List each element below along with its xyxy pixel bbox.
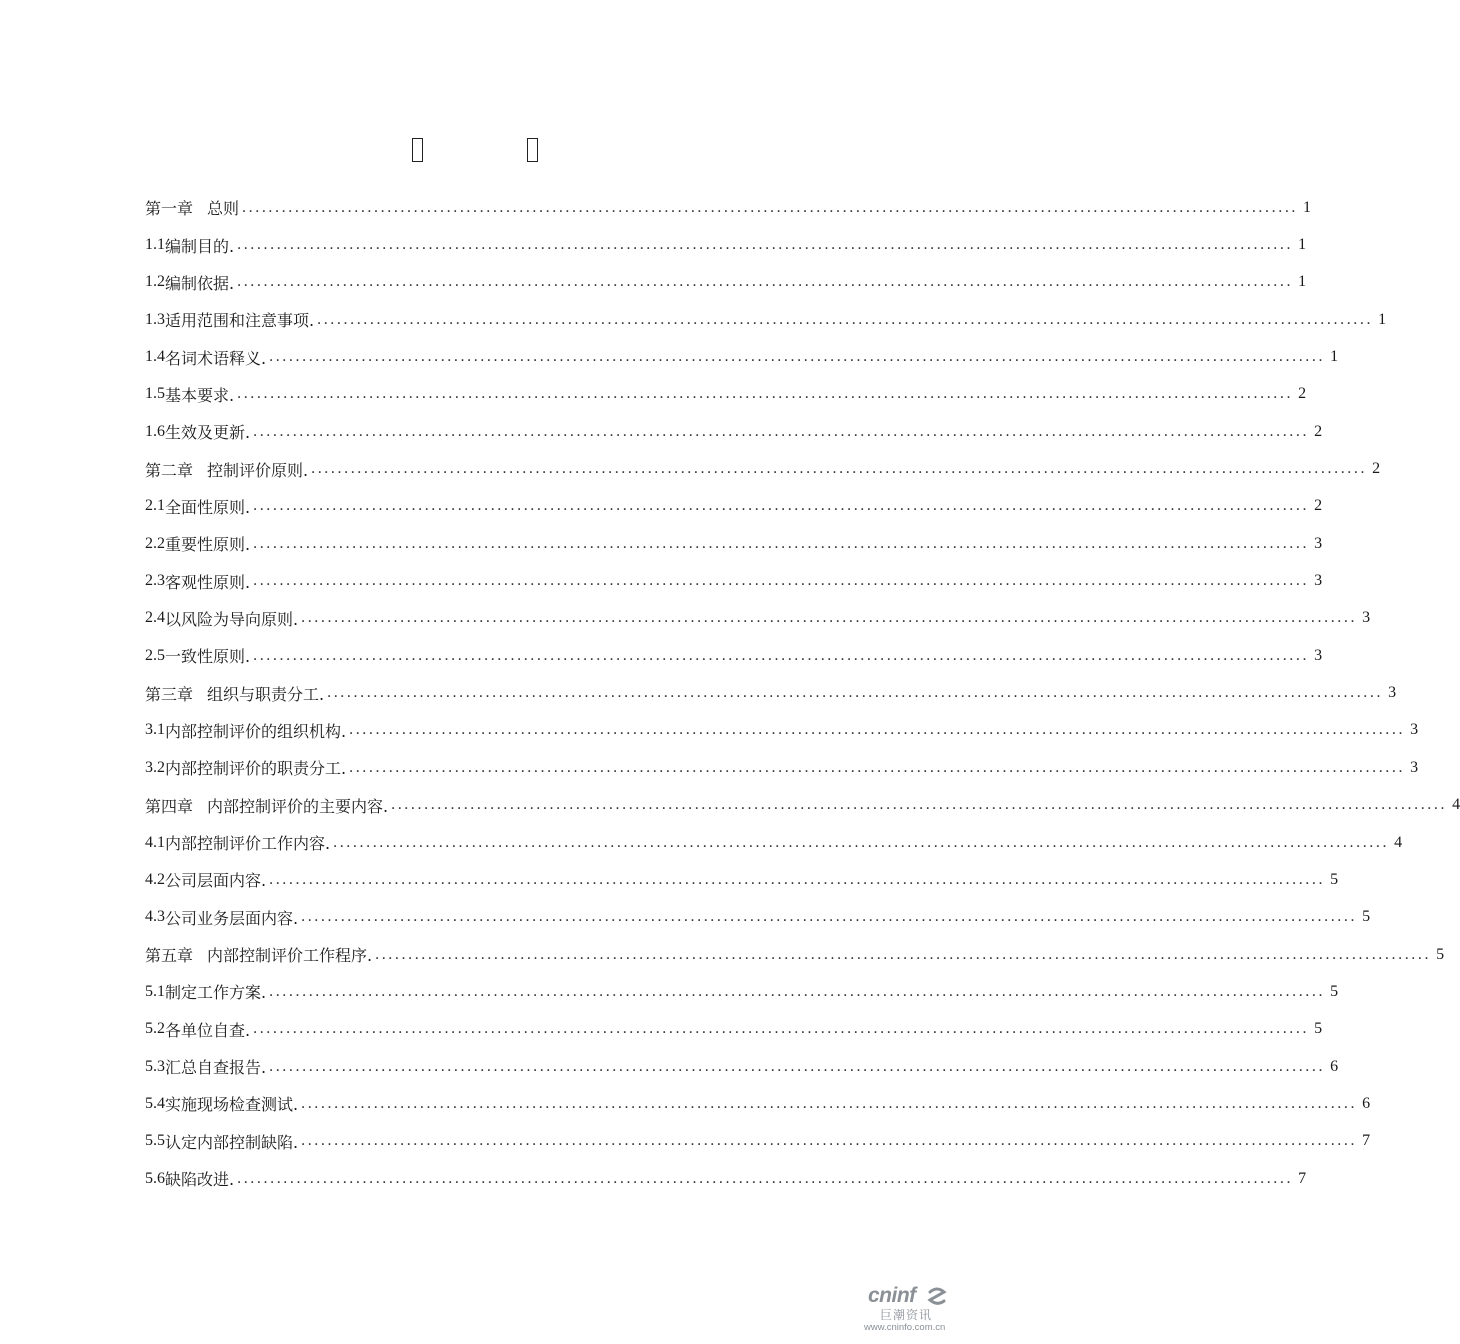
toc-page-number: 5 <box>1362 908 1371 926</box>
toc-entry-title: 适用范围和注意事项. <box>165 311 315 331</box>
toc-page-number: 1 <box>1378 310 1387 328</box>
missing-glyph-icon <box>412 138 423 162</box>
toc-page-number: 7 <box>1362 1132 1371 1150</box>
toc-entry-title: 名词术语释义. <box>165 348 267 368</box>
toc-entry-number: 1.2 <box>145 273 165 291</box>
toc-page-number: 2 <box>1314 422 1323 440</box>
toc-leader-dots: ................................................................................................................................................................ <box>253 646 1310 664</box>
toc-section-entry[interactable] <box>145 973 1339 1010</box>
toc-entry-number: 1.1 <box>145 236 165 254</box>
cninfo-logo <box>858 1284 950 1344</box>
toc-page-number: 4 <box>1452 796 1460 814</box>
toc-entry-title: 全面性原则. <box>165 497 251 517</box>
toc-entry-title: 内部控制评价工作程序. <box>207 946 373 966</box>
toc-entry-title: 编制依据. <box>165 273 235 293</box>
logo-chinese-name: 巨潮资讯 <box>880 1308 933 1322</box>
toc-entry-number: 5.2 <box>145 1020 165 1038</box>
toc-leader-dots: ................................................................................................................................................................ <box>327 684 1384 702</box>
toc-entry-title: 公司业务层面内容. <box>165 908 299 928</box>
toc-chapter-entry[interactable] <box>145 450 1381 487</box>
toc-section-entry[interactable] <box>145 861 1339 898</box>
toc-section-entry[interactable] <box>145 525 1323 562</box>
toc-section-entry[interactable] <box>145 264 1307 301</box>
toc-entry-number: 1.5 <box>145 385 165 403</box>
toc-entry-number: 5.5 <box>145 1132 165 1150</box>
toc-page-number: 5 <box>1330 982 1339 1000</box>
toc-entry-title: 内部控制评价的组织机构. <box>165 721 347 741</box>
toc-leader-dots: ................................................................................................................................................................ <box>242 198 1299 216</box>
toc-page-number: 5 <box>1436 945 1445 963</box>
toc-entry-number: 4.3 <box>145 908 165 926</box>
toc-page-number: 7 <box>1298 1169 1307 1187</box>
toc-entry-number: 3.1 <box>145 721 165 739</box>
toc-page-number: 5 <box>1314 1020 1323 1038</box>
toc-page-number: 3 <box>1314 534 1323 552</box>
toc-section-entry[interactable] <box>145 1160 1307 1197</box>
toc-section-entry[interactable] <box>145 1085 1371 1122</box>
toc-page-number: 1 <box>1298 273 1307 291</box>
toc-section-entry[interactable] <box>145 376 1307 413</box>
toc-section-entry[interactable] <box>145 1048 1339 1085</box>
toc-entry-title: 以风险为导向原则. <box>165 609 299 629</box>
toc-entry-title: 组织与职责分工. <box>207 684 325 704</box>
toc-section-entry[interactable] <box>145 301 1387 338</box>
toc-leader-dots: ................................................................................................................................................................ <box>375 945 1432 963</box>
toc-leader-dots: ................................................................................................................................................................ <box>301 1094 1358 1112</box>
logo-url: www.cninfo.com.cn <box>864 1322 946 1333</box>
table-of-contents <box>145 189 1460 1197</box>
logo-wordmark: cninf <box>868 1284 916 1307</box>
cninfo-mark-icon <box>926 1288 948 1306</box>
toc-page-number: 3 <box>1314 646 1323 664</box>
toc-entry-title: 内部控制评价的职责分工. <box>165 759 347 779</box>
toc-entry-title: 汇总自查报告. <box>165 1058 267 1078</box>
toc-entry-title: 各单位自查. <box>165 1020 251 1040</box>
toc-entry-title: 总则 <box>207 199 240 219</box>
toc-page-number: 3 <box>1362 609 1371 627</box>
toc-entry-number: 第二章 <box>145 462 194 480</box>
toc-chapter-entry[interactable] <box>145 787 1460 824</box>
toc-leader-dots: ................................................................................................................................................................ <box>269 348 1326 366</box>
toc-section-entry[interactable] <box>145 824 1403 861</box>
toc-entry-title: 生效及更新. <box>165 423 251 443</box>
toc-entry-title: 认定内部控制缺陷. <box>165 1132 299 1152</box>
toc-entry-title: 重要性原则. <box>165 535 251 555</box>
toc-entry-number: 4.1 <box>145 833 165 851</box>
toc-chapter-entry[interactable] <box>145 936 1445 973</box>
toc-entry-title: 缺陷改进. <box>165 1170 235 1190</box>
toc-section-entry[interactable] <box>145 1011 1323 1048</box>
toc-entry-number: 1.3 <box>145 310 165 328</box>
toc-section-entry[interactable] <box>145 712 1419 749</box>
toc-leader-dots: ................................................................................................................................................................ <box>253 422 1310 440</box>
toc-section-entry[interactable] <box>145 1123 1371 1160</box>
toc-entry-number: 5.6 <box>145 1169 165 1187</box>
toc-entry-number: 5.1 <box>145 982 165 1000</box>
toc-entry-number: 1.4 <box>145 348 165 366</box>
toc-leader-dots: ................................................................................................................................................................ <box>253 497 1310 515</box>
toc-leader-dots: ................................................................................................................................................................ <box>269 1057 1326 1075</box>
toc-leader-dots: ................................................................................................................................................................ <box>253 1020 1310 1038</box>
toc-section-entry[interactable] <box>145 749 1419 786</box>
toc-entry-title: 公司层面内容. <box>165 871 267 891</box>
toc-page-number: 4 <box>1394 833 1403 851</box>
toc-entry-title: 制定工作方案. <box>165 983 267 1003</box>
toc-entry-number: 第五章 <box>145 948 194 966</box>
toc-page-number: 6 <box>1362 1094 1371 1112</box>
toc-page-number: 3 <box>1314 572 1323 590</box>
toc-leader-dots: ................................................................................................................................................................ <box>349 758 1406 776</box>
toc-chapter-entry[interactable] <box>145 189 1312 226</box>
toc-leader-dots: ................................................................................................................................................................ <box>349 721 1406 739</box>
toc-page-number: 3 <box>1388 684 1397 702</box>
toc-leader-dots: ................................................................................................................................................................ <box>237 1169 1294 1187</box>
toc-entry-title: 控制评价原则. <box>207 460 309 480</box>
toc-entry-number: 2.3 <box>145 572 165 590</box>
toc-leader-dots: ................................................................................................................................................................ <box>317 310 1374 328</box>
toc-page-number: 1 <box>1330 348 1339 366</box>
toc-leader-dots: ................................................................................................................................................................ <box>269 870 1326 888</box>
toc-section-entry[interactable] <box>145 413 1323 450</box>
toc-leader-dots: ................................................................................................................................................................ <box>311 460 1368 478</box>
toc-entry-number: 第三章 <box>145 686 194 704</box>
toc-entry-number: 第四章 <box>145 798 194 816</box>
toc-entry-number: 2.1 <box>145 497 165 515</box>
page-title <box>0 132 950 172</box>
toc-leader-dots: ................................................................................................................................................................ <box>301 609 1358 627</box>
toc-leader-dots: ................................................................................................................................................................ <box>301 908 1358 926</box>
toc-leader-dots: ................................................................................................................................................................ <box>237 273 1294 291</box>
toc-entry-title: 编制目的. <box>165 236 235 256</box>
toc-entry-number: 5.3 <box>145 1057 165 1075</box>
toc-page-number: 3 <box>1410 758 1419 776</box>
toc-entry-title: 实施现场检查测试. <box>165 1095 299 1115</box>
toc-entry-number: 5.4 <box>145 1094 165 1112</box>
toc-entry-title: 一致性原则. <box>165 647 251 667</box>
toc-entry-title: 基本要求. <box>165 385 235 405</box>
toc-entry-number: 第一章 <box>145 201 194 219</box>
toc-entry-number: 2.2 <box>145 534 165 552</box>
toc-section-entry[interactable] <box>145 226 1307 263</box>
toc-page-number: 5 <box>1330 870 1339 888</box>
toc-page-number: 2 <box>1372 460 1381 478</box>
toc-page-number: 3 <box>1410 721 1419 739</box>
toc-leader-dots: ................................................................................................................................................................ <box>253 534 1310 552</box>
toc-page-number: 2 <box>1298 385 1307 403</box>
toc-entry-title: 客观性原则. <box>165 572 251 592</box>
toc-entry-title: 内部控制评价工作内容. <box>165 834 331 854</box>
toc-leader-dots: ................................................................................................................................................................ <box>301 1132 1358 1150</box>
toc-chapter-entry[interactable] <box>145 674 1397 711</box>
toc-entry-number: 2.5 <box>145 646 165 664</box>
toc-leader-dots: ................................................................................................................................................................ <box>237 236 1294 254</box>
toc-page-number: 2 <box>1314 497 1323 515</box>
toc-section-entry[interactable] <box>145 600 1371 637</box>
toc-page-number: 1 <box>1298 236 1307 254</box>
toc-section-entry[interactable] <box>145 488 1323 525</box>
toc-entry-number: 4.2 <box>145 870 165 888</box>
missing-glyph-icon <box>527 138 538 162</box>
toc-leader-dots: ................................................................................................................................................................ <box>269 982 1326 1000</box>
toc-section-entry[interactable] <box>145 562 1323 599</box>
toc-entry-number: 2.4 <box>145 609 165 627</box>
toc-leader-dots: ................................................................................................................................................................ <box>333 833 1390 851</box>
toc-entry-number: 1.6 <box>145 422 165 440</box>
toc-leader-dots: ................................................................................................................................................................ <box>391 796 1448 814</box>
toc-entry-number: 3.2 <box>145 758 165 776</box>
toc-entry-title: 内部控制评价的主要内容. <box>207 796 389 816</box>
toc-leader-dots: ................................................................................................................................................................ <box>237 385 1294 403</box>
toc-leader-dots: ................................................................................................................................................................ <box>253 572 1310 590</box>
toc-section-entry[interactable] <box>145 899 1371 936</box>
toc-page-number: 6 <box>1330 1057 1339 1075</box>
toc-page-number: 1 <box>1303 198 1312 216</box>
toc-section-entry[interactable] <box>145 637 1323 674</box>
toc-section-entry[interactable] <box>145 338 1339 375</box>
